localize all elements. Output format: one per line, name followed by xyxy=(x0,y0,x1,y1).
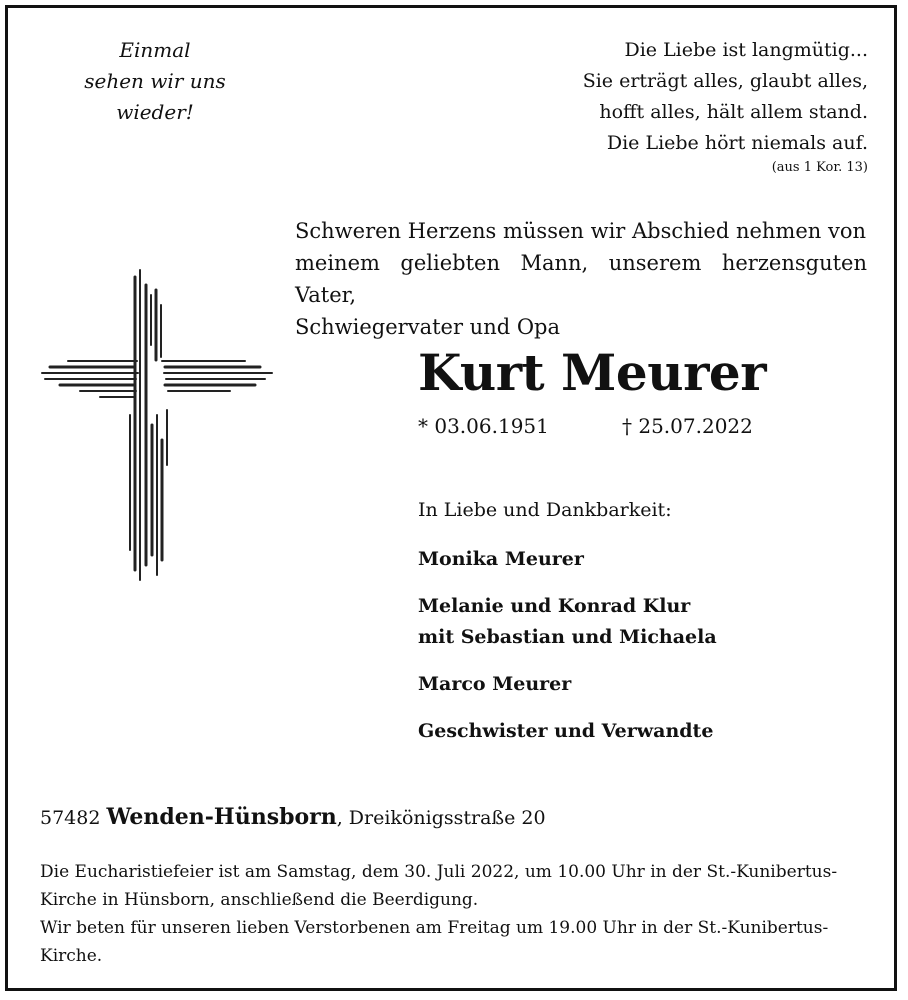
motto xyxy=(40,35,270,128)
intro-line: meinem geliebten Mann, unserem herzensguten Vater, xyxy=(295,251,867,307)
death-date: † 25.07.2022 xyxy=(622,414,753,438)
mourner-line: Marco Meurer xyxy=(418,673,572,695)
notice-line: Die Eucharistiefeier ist am Samstag, dem 30. Juli 2022, um 10.00 Uhr in der St.-Kunibertus- xyxy=(40,862,838,882)
deceased-name: Kurt Meurer xyxy=(418,343,767,402)
mourner-line: mit Sebastian und Michaela xyxy=(418,626,717,648)
address-street: , Dreikönigsstraße 20 xyxy=(336,807,546,829)
verse-source: (aus 1 Kor. 13) xyxy=(771,160,868,175)
mourner-entry xyxy=(418,544,878,575)
intro-line: Schwiegervater und Opa xyxy=(295,315,561,339)
motto-line: sehen wir uns xyxy=(84,69,226,93)
mourner-entry xyxy=(418,716,878,747)
address-zip: 57482 xyxy=(40,807,101,829)
mourner-line: Monika Meurer xyxy=(418,548,584,570)
motto-line: Einmal xyxy=(119,38,191,62)
mourners-lead: In Liebe und Dankbarkeit: xyxy=(418,499,672,521)
verse-line: Sie erträgt alles, glaubt alles, xyxy=(582,70,868,92)
verse-line: hofft alles, hält allem stand. xyxy=(599,101,868,123)
notice-line: Kirche in Hünsborn, anschließend die Beerdigung. xyxy=(40,890,479,910)
mourners-list xyxy=(418,496,878,763)
bible-verse xyxy=(468,35,868,177)
address-town: Wenden-Hünsborn xyxy=(106,804,337,830)
verse-line: Die Liebe ist langmütig... xyxy=(624,39,868,61)
verse-line: Die Liebe hört niemals auf. xyxy=(606,132,868,154)
motto-line: wieder! xyxy=(116,100,194,124)
notice-line: Wir beten für unseren lieben Verstorbenen am Freitag um 19.00 Uhr in der St.-Kunibertus- xyxy=(40,918,829,938)
mourner-line: Geschwister und Verwandte xyxy=(418,720,714,742)
cross-icon xyxy=(40,265,275,589)
intro-line: Schweren Herzens müssen wir Abschied nehmen von xyxy=(295,219,866,243)
service-notice xyxy=(40,858,868,970)
birth-date: * 03.06.1951 xyxy=(418,414,549,438)
mourner-entry xyxy=(418,591,878,653)
mourner-entry xyxy=(418,669,878,700)
mourner-line: Melanie und Konrad Klur xyxy=(418,595,691,617)
address xyxy=(40,802,546,833)
notice-line: Kirche. xyxy=(40,946,103,966)
intro-text xyxy=(295,215,867,343)
